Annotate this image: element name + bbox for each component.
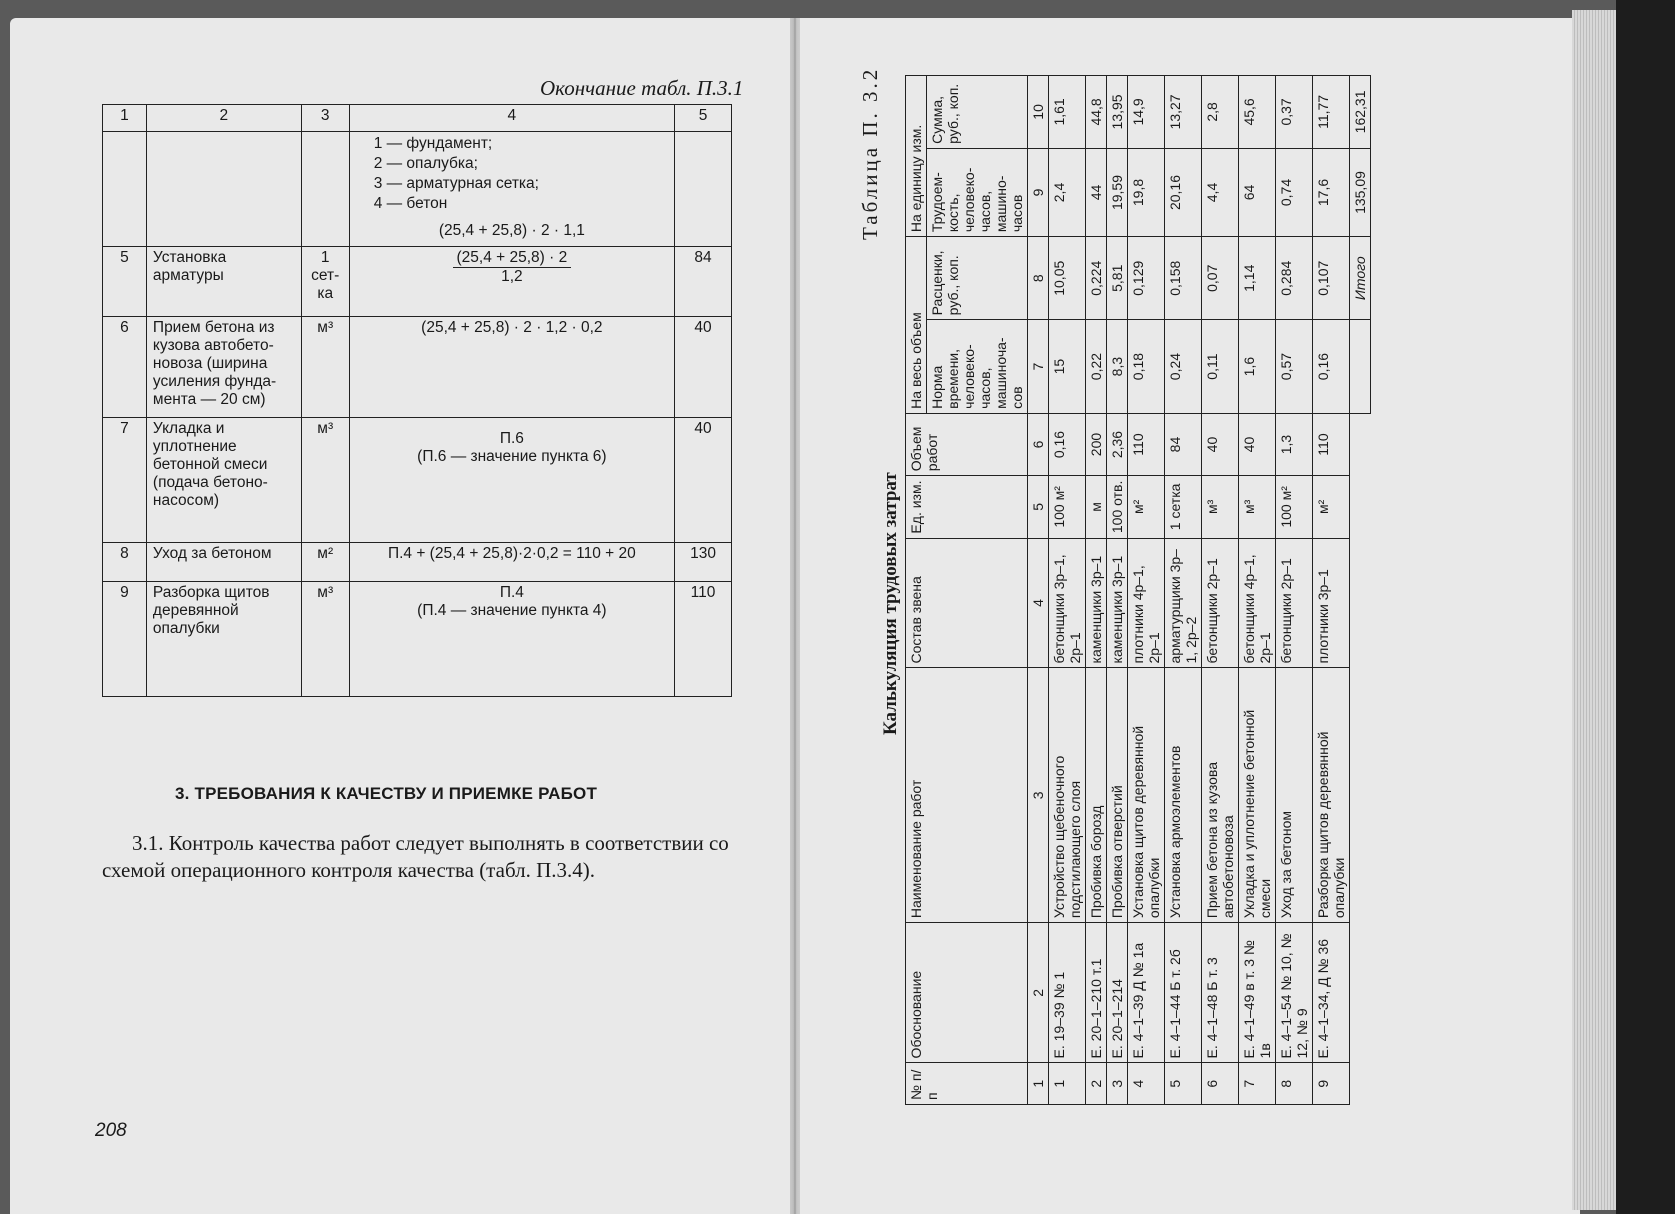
basis-code: Е. 4–1–48 Б т. 3 — [1202, 923, 1239, 1063]
basis-code: Е. 4–1–39 Д № 1а — [1128, 923, 1165, 1063]
column-number: 10 — [1028, 76, 1049, 149]
column-group-header: На весь объем — [906, 237, 927, 414]
row-number: 8 — [103, 543, 147, 582]
crew: каменщики 3р–1 — [1107, 538, 1128, 668]
time-norm: 0,24 — [1165, 320, 1202, 414]
crew: плотники 3р–1 — [1313, 538, 1350, 668]
column-number: 8 — [1028, 237, 1049, 320]
quantities-table — [102, 104, 732, 697]
table-row — [103, 247, 732, 317]
time-norm: 0,16 — [1313, 320, 1350, 414]
rate: 0,284 — [1276, 237, 1313, 320]
quantity-value: 40 — [675, 418, 732, 543]
crew: плотники 4р–1, 2р–1 — [1128, 538, 1165, 668]
table-caption: Таблица П. 3.2 — [858, 66, 882, 240]
labor-intensity: 19,8 — [1128, 148, 1165, 236]
column-number: 5 — [1028, 476, 1049, 538]
row-number: 7 — [1239, 1063, 1276, 1105]
table-row — [1165, 76, 1202, 1105]
sum: 0,37 — [1276, 76, 1313, 149]
row-number: 6 — [103, 317, 147, 418]
unit: м² — [1313, 476, 1350, 538]
unit: м³ — [1202, 476, 1239, 538]
column-group-header: На единицу изм. — [906, 76, 927, 237]
column-header: 3 — [301, 105, 349, 132]
column-header: № п/п — [906, 1063, 1028, 1105]
quantity-value: 130 — [675, 543, 732, 582]
time-norm: 8,3 — [1107, 320, 1128, 414]
unit: м³ — [301, 317, 349, 418]
column-header: Трудоем-кость, человеко-часов, машино-часов — [927, 148, 1028, 236]
sum: 44,8 — [1086, 76, 1107, 149]
time-norm: 0,11 — [1202, 320, 1239, 414]
sum: 13,27 — [1165, 76, 1202, 149]
formula-text: П.4 — [499, 584, 524, 601]
volume: 200 — [1086, 413, 1107, 475]
sum: 13,95 — [1107, 76, 1128, 149]
column-number-row — [1028, 76, 1049, 1105]
table-row — [103, 582, 732, 697]
row-number: 6 — [1202, 1063, 1239, 1105]
basis-code: Е. 19–39 № 1 — [1049, 923, 1086, 1063]
section-paragraph: 3.1. Контроль качества работ следует выполнять в соответствии со схемой операционного контроля качества (табл. П.3.4). — [102, 831, 729, 882]
column-number: 2 — [1028, 923, 1049, 1063]
column-number: 1 — [1028, 1063, 1049, 1105]
row-number: 5 — [1165, 1063, 1202, 1105]
unit: м³ — [1239, 476, 1276, 538]
labor-cost-table — [905, 75, 1371, 1105]
column-header: 2 — [146, 105, 301, 132]
labor-intensity: 4,4 — [1202, 148, 1239, 236]
basis-code: Е. 4–1–44 Б т. 2б — [1165, 923, 1202, 1063]
table-continuation-caption: Окончание табл. П.3.1 — [540, 76, 744, 100]
page-number: 208 — [95, 1120, 127, 1141]
formula-text: П.6 — [499, 430, 524, 447]
fraction-numerator: (25,4 + 25,8) · 2 — [453, 249, 572, 268]
table-title: Калькуляция трудовых затрат — [880, 472, 901, 735]
sum: 45,6 — [1239, 76, 1276, 149]
row-number: 8 — [1276, 1063, 1313, 1105]
section-heading: 3. ТРЕБОВАНИЯ К КАЧЕСТВУ И ПРИЕМКЕ РАБОТ — [175, 784, 598, 803]
quantity-value: 110 — [675, 582, 732, 697]
legend-item: 2 — опалубка; — [373, 155, 478, 172]
time-norm: 0,22 — [1086, 320, 1107, 414]
row-number: 1 — [1049, 1063, 1086, 1105]
labor-intensity: 19,59 — [1107, 148, 1128, 236]
unit: м³ — [301, 418, 349, 543]
unit: 1 сет-ка — [301, 247, 349, 317]
table-row — [1128, 76, 1165, 1105]
table-body — [1049, 76, 1350, 1105]
rate: 0,224 — [1086, 237, 1107, 320]
sum: 14,9 — [1128, 76, 1165, 149]
rate: 0,107 — [1313, 237, 1350, 320]
table-header-row — [103, 105, 732, 132]
table-row — [1049, 76, 1086, 1105]
sum: 11,77 — [1313, 76, 1350, 149]
column-header: Расценки, руб., коп. — [927, 237, 1028, 320]
table-header-row — [906, 76, 927, 1105]
crew: бетонщики 2р–1 — [1202, 538, 1239, 668]
labor-intensity: 2,4 — [1049, 148, 1086, 236]
book-cover — [1616, 0, 1675, 1214]
crew: бетонщики 4р–1, 2р–1 — [1239, 538, 1276, 668]
unit: м — [1086, 476, 1107, 538]
basis-code: Е. 4–1–49 в т. 3 № 1в — [1239, 923, 1276, 1063]
table-row — [1276, 76, 1313, 1105]
rate: 0,07 — [1202, 237, 1239, 320]
labor-intensity: 17,6 — [1313, 148, 1350, 236]
column-header: 1 — [103, 105, 147, 132]
table-row — [1313, 76, 1350, 1105]
basis-code: Е. 4–1–34, Д № 36 — [1313, 923, 1350, 1063]
column-header: Наименование работ — [906, 668, 1028, 923]
crew: бетонщики 3р–1, 2р–1 — [1049, 538, 1086, 668]
rate: 0,129 — [1128, 237, 1165, 320]
volume: 110 — [1128, 413, 1165, 475]
work-name: Укладка и уплотнение бетонной смеси — [1239, 668, 1276, 923]
fraction-denominator: 1,2 — [501, 268, 523, 285]
unit: м³ — [301, 582, 349, 697]
formula-note: (П.6 — значение пункта 6) — [417, 448, 607, 465]
row-number: 9 — [1313, 1063, 1350, 1105]
basis-code: Е. 4–1–54 № 10, № 12, № 9 — [1276, 923, 1313, 1063]
volume: 110 — [1313, 413, 1350, 475]
work-name: Устройство щебеночного подстилающего слоя — [1049, 668, 1086, 923]
table-row — [103, 543, 732, 582]
unit: м² — [301, 543, 349, 582]
unit: 100 м² — [1049, 476, 1086, 538]
formula-text: (25,4 + 25,8) · 2 · 1,2 · 0,2 — [349, 317, 674, 418]
column-header: Ед. изм. — [906, 476, 1028, 538]
table-row — [1086, 76, 1107, 1105]
rotated-table-wrapper — [905, 75, 1465, 1105]
table-row — [103, 132, 732, 247]
work-name: Уход за бетоном — [146, 543, 301, 582]
time-norm: 0,18 — [1128, 320, 1165, 414]
column-header: 4 — [349, 105, 674, 132]
work-name: Разборка щитов деревянной опалубки — [146, 582, 301, 697]
labor-intensity: 0,74 — [1276, 148, 1313, 236]
unit: 1 сетка — [1165, 476, 1202, 538]
rate: 1,14 — [1239, 237, 1276, 320]
work-name: Установка щитов деревянной опалубки — [1128, 668, 1165, 923]
legend-list — [356, 134, 668, 214]
legend-item: 1 — фундамент; — [373, 135, 493, 152]
total-label: Итого — [1350, 237, 1371, 320]
column-number: 7 — [1028, 320, 1049, 414]
column-header: Обоснование — [906, 923, 1028, 1063]
labor-intensity: 44 — [1086, 148, 1107, 236]
formula-text: (25,4 + 25,8) · 2 · 1,1 — [438, 222, 585, 239]
work-name: Разборка щитов деревянной опалубки — [1313, 668, 1350, 923]
legend-item: 4 — бетон — [373, 195, 448, 212]
column-number: 6 — [1028, 413, 1049, 475]
work-name: Установка арматуры — [146, 247, 301, 317]
sum: 2,8 — [1202, 76, 1239, 149]
row-number: 9 — [103, 582, 147, 697]
volume: 40 — [1202, 413, 1239, 475]
volume: 1,3 — [1276, 413, 1313, 475]
basis-code: Е. 20–1–214 — [1107, 923, 1128, 1063]
time-norm: 15 — [1049, 320, 1086, 414]
time-norm: 1,6 — [1239, 320, 1276, 414]
quantity-value: 40 — [675, 317, 732, 418]
rate: 5,81 — [1107, 237, 1128, 320]
column-number: 4 — [1028, 538, 1049, 668]
labor-intensity: 20,16 — [1165, 148, 1202, 236]
crew: бетонщики 2р–1 — [1276, 538, 1313, 668]
volume: 84 — [1165, 413, 1202, 475]
work-name: Прием бетона из кузова автобетоновоза — [1202, 668, 1239, 923]
total-row — [1350, 76, 1371, 1105]
row-number: 3 — [1107, 1063, 1128, 1105]
quantity-value: 84 — [675, 247, 732, 317]
sum: 1,61 — [1049, 76, 1086, 149]
basis-code: Е. 20–1–210 т.1 — [1086, 923, 1107, 1063]
total-labor: 135,09 — [1350, 148, 1371, 236]
row-number: 4 — [1128, 1063, 1165, 1105]
volume: 2,36 — [1107, 413, 1128, 475]
table-row — [103, 317, 732, 418]
column-header: Состав звена — [906, 538, 1028, 668]
crew: арматурщики 3р–1, 2р–2 — [1165, 538, 1202, 668]
unit: 100 м² — [1276, 476, 1313, 538]
labor-intensity: 64 — [1239, 148, 1276, 236]
row-number: 5 — [103, 247, 147, 317]
table-row — [103, 418, 732, 543]
column-header: 5 — [675, 105, 732, 132]
page-edges — [1572, 10, 1616, 1210]
column-header: Сумма, руб., коп. — [927, 76, 1028, 149]
formula-text: П.4 + (25,4 + 25,8)·2·0,2 = 110 + 20 — [349, 543, 674, 582]
table-row — [1239, 76, 1276, 1105]
volume: 40 — [1239, 413, 1276, 475]
column-number: 3 — [1028, 668, 1049, 923]
work-name: Пробивка борозд — [1086, 668, 1107, 923]
column-header: Объем работ — [906, 413, 1028, 475]
rate: 10,05 — [1049, 237, 1086, 320]
work-name: Пробивка отверстий — [1107, 668, 1128, 923]
time-norm: 0,57 — [1276, 320, 1313, 414]
rate: 0,158 — [1165, 237, 1202, 320]
work-name: Уход за бетоном — [1276, 668, 1313, 923]
unit: 100 отв. — [1107, 476, 1128, 538]
total-sum: 162,31 — [1350, 76, 1371, 149]
work-name: Прием бетона из кузова автобето-новоза (ширина усиления фунда-мента — 20 см) — [146, 317, 301, 418]
unit: м² — [1128, 476, 1165, 538]
legend-item: 3 — арматурная сетка; — [373, 175, 539, 192]
formula-fraction — [453, 249, 572, 286]
column-header: Норма времени, человеко-часов, машиноча-сов — [927, 320, 1028, 414]
table-row — [1202, 76, 1239, 1105]
work-name: Установка армоэлементов — [1165, 668, 1202, 923]
work-name: Укладка и уплотнение бетонной смеси (подача бетоно-насосом) — [146, 418, 301, 543]
volume: 0,16 — [1049, 413, 1086, 475]
table-row — [1107, 76, 1128, 1105]
formula-note: (П.4 — значение пункта 4) — [417, 602, 607, 619]
row-number: 7 — [103, 418, 147, 543]
row-number: 2 — [1086, 1063, 1107, 1105]
column-number: 9 — [1028, 148, 1049, 236]
crew: каменщики 3р–1 — [1086, 538, 1107, 668]
